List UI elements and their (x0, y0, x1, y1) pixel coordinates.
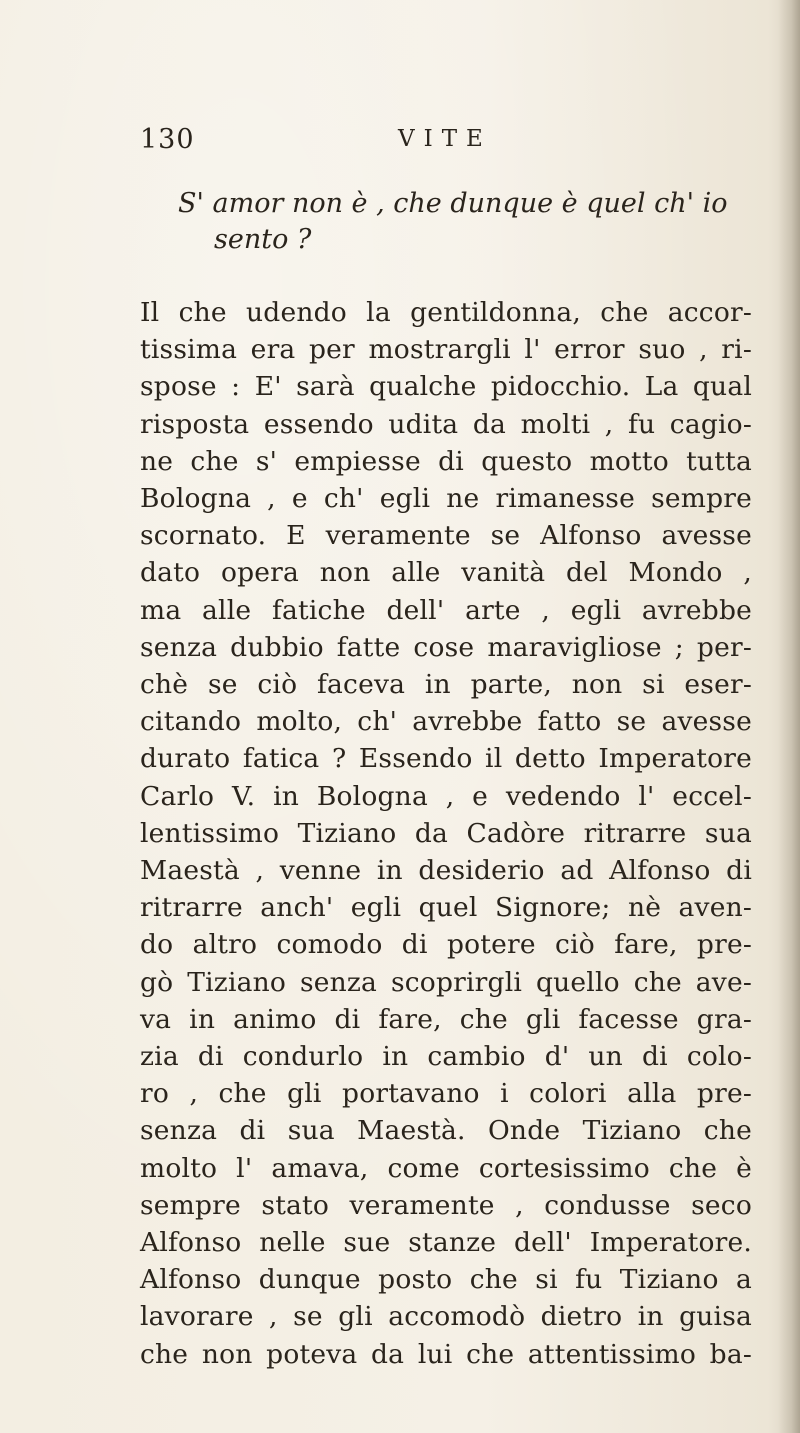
text-line: va in animo di fare, che gli facesse gra- (140, 1003, 752, 1035)
page-number: 130 (140, 124, 195, 155)
text-line: ne che s' empiesse di questo motto tutta (140, 445, 752, 477)
text-line: ro , che gli portavano i colori alla pre- (140, 1078, 752, 1110)
text-line: risposta essendo udita da molti , fu cagio- (140, 408, 752, 440)
verse-quotation (178, 186, 738, 258)
text-line: do altro comodo di potere ciò fare, pre- (140, 929, 752, 961)
text-line: ma alle fatiche dell' arte , egli avrebbe (140, 594, 752, 626)
text-line: Alfonso nelle sue stanze dell' Imperatore. (140, 1227, 752, 1259)
text-line: senza dubbio fatte cose maravigliose ; per- (140, 631, 752, 663)
text-line: Il che udendo la gentildonna, che accor- (140, 297, 752, 328)
text-line: sempre stato veramente , condusse seco (140, 1189, 752, 1221)
text-line: spose : E' sarà qualche pidocchio. La qual (140, 371, 752, 403)
text-line: gò Tiziano senza scoprirgli quello che ave- (140, 966, 752, 998)
text-line: Alfonso dunque posto che si fu Tiziano a (140, 1264, 752, 1296)
text-line: lentissimo Tiziano da Cadòre ritrarre sua (140, 817, 752, 849)
text-line: ritrarre anch' egli quel Signore; nè aven- (140, 892, 752, 924)
text-line: Maestà , venne in desiderio ad Alfonso di (140, 855, 752, 887)
text-line: Bologna , e ch' egli ne rimanesse sempre (140, 483, 752, 515)
running-head: VITE (398, 126, 492, 152)
text-line: che non poteva da lui che attentissimo ba- (140, 1338, 752, 1370)
text-line: Carlo V. in Bologna , e vedendo l' eccel- (140, 780, 752, 812)
body-paragraph (140, 294, 752, 1373)
text-line: zia di condurlo in cambio d' un di colo- (140, 1041, 752, 1073)
verse-line-1: S' amor non è , che dunque è quel ch' io (178, 188, 728, 219)
text-line: durato fatica ? Essendo il detto Imperatore (140, 743, 752, 775)
text-line: dato opera non alle vanità del Mondo , (140, 557, 752, 589)
text-line: senza di sua Maestà. Onde Tiziano che (140, 1115, 752, 1147)
text-line: scornato. E veramente se Alfonso avesse (140, 520, 752, 552)
text-line: chè se ciò faceva in parte, non si eser- (140, 669, 752, 701)
text-line: citando molto, ch' avrebbe fatto se avesse (140, 706, 752, 738)
page-header (140, 124, 740, 164)
page-gutter-shadow (778, 0, 800, 1433)
verse-line-2: sento ? (214, 224, 312, 255)
text-line: lavorare , se gli accomodò dietro in guisa (140, 1301, 752, 1333)
text-line: molto l' amava, come cortesissimo che è (140, 1152, 752, 1184)
text-line: tissima era per mostrargli l' error suo , ri- (140, 334, 752, 366)
